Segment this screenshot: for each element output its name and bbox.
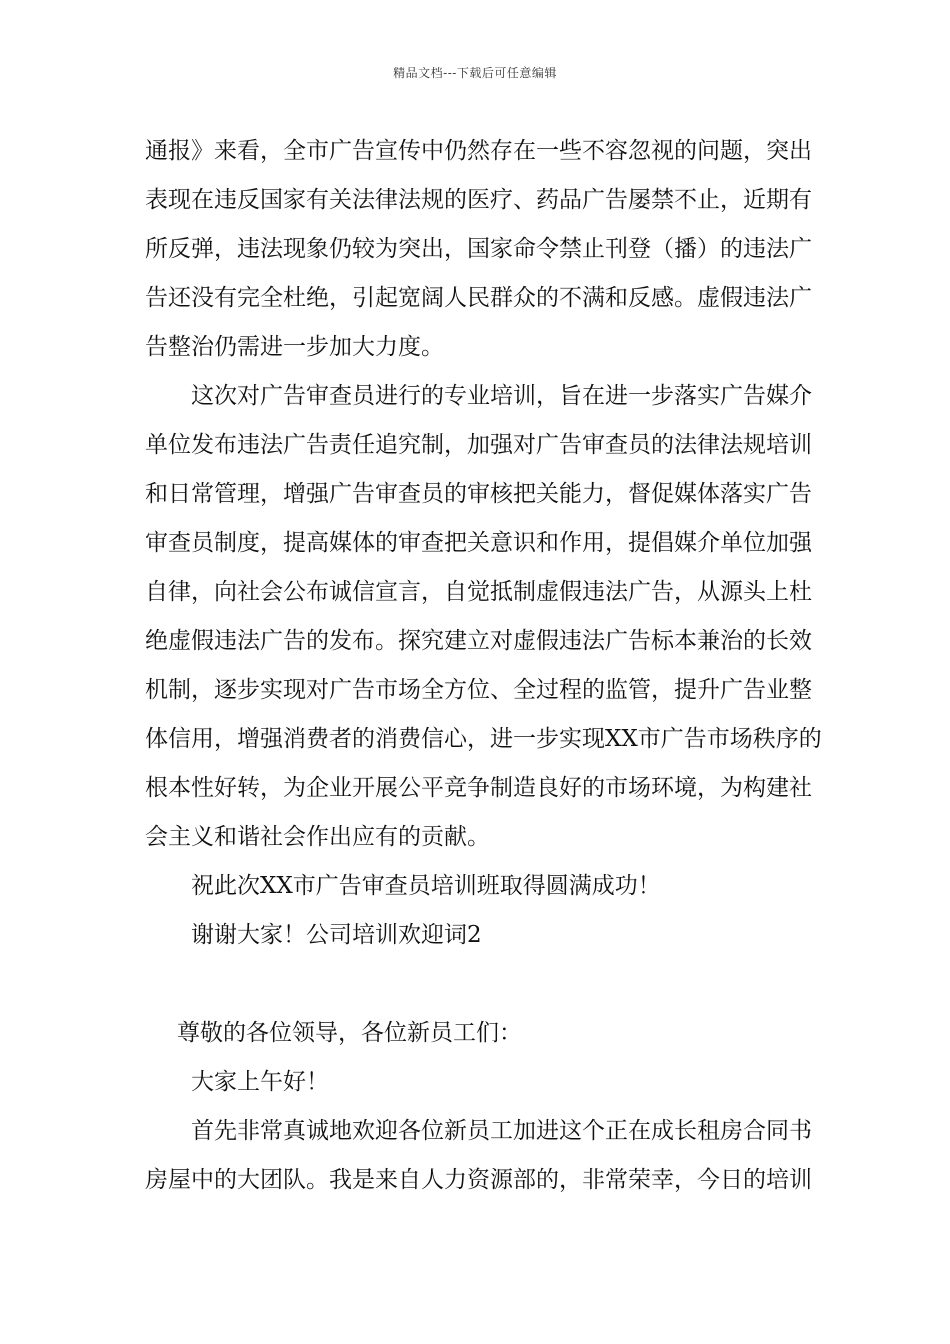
text-line: 这次对广告审查员进行的专业培训，旨在进一步落实广告媒介	[191, 383, 812, 409]
text-line: 机制，逐步实现对广告市场全方位、全过程的监管，提升广告业整	[145, 677, 812, 703]
text-line: 体信用，增强消费者的消费信心，进一步实现XX市广告市场秩序的	[145, 726, 822, 752]
text-line: 绝虚假违法广告的发布。探究建立对虚假违法广告标本兼治的长效	[145, 628, 812, 654]
document-body	[145, 127, 822, 1205]
text-line: 表现在违反国家有关法律法规的医疗、药品广告屡禁不止，近期有	[145, 187, 812, 213]
text-line: 谢谢大家！公司培训欢迎词2	[191, 922, 482, 948]
salutation-line: 尊敬的各位领导，各位新员工们：	[177, 1020, 522, 1046]
text-line: 祝此次XX市广告审查员培训班取得圆满成功！	[191, 873, 661, 899]
greeting-line: 大家上午好！	[191, 1069, 329, 1095]
text-line: 通报》来看，全市广告宣传中仍然存在一些不容忽视的问题，突出	[145, 138, 812, 164]
text-line: 所反弹，违法现象仍较为突出，国家命令禁止刊登（播）的违法广	[145, 236, 812, 262]
text-line: 告还没有完全杜绝，引起宽阔人民群众的不满和反感。虚假违法广	[145, 285, 812, 311]
text-line: 单位发布违法广告责任追究制，加强对广告审查员的法律法规培训	[145, 432, 812, 458]
page-header: 精品文档---下载后可任意编辑	[393, 66, 557, 80]
text-line: 会主义和谐社会作出应有的贡献。	[145, 824, 490, 850]
text-line: 告整治仍需进一步加大力度。	[145, 334, 444, 360]
text-line: 首先非常真诚地欢迎各位新员工加进这个正在成长租房合同书	[191, 1118, 812, 1144]
text-line: 和日常管理，增强广告审查员的审核把关能力，督促媒体落实广告	[145, 481, 812, 507]
blank-line	[145, 960, 810, 1009]
text-line: 房屋中的大团队。我是来自人力资源部的，非常荣幸，今日的培训	[145, 1167, 812, 1193]
text-line: 审查员制度，提高媒体的审查把关意识和作用，提倡媒介单位加强	[145, 530, 812, 556]
text-line: 根本性好转，为企业开展公平竞争制造良好的市场环境，为构建社	[145, 775, 812, 801]
text-line: 自律，向社会公布诚信宣言，自觉抵制虚假违法广告，从源头上杜	[145, 579, 812, 605]
